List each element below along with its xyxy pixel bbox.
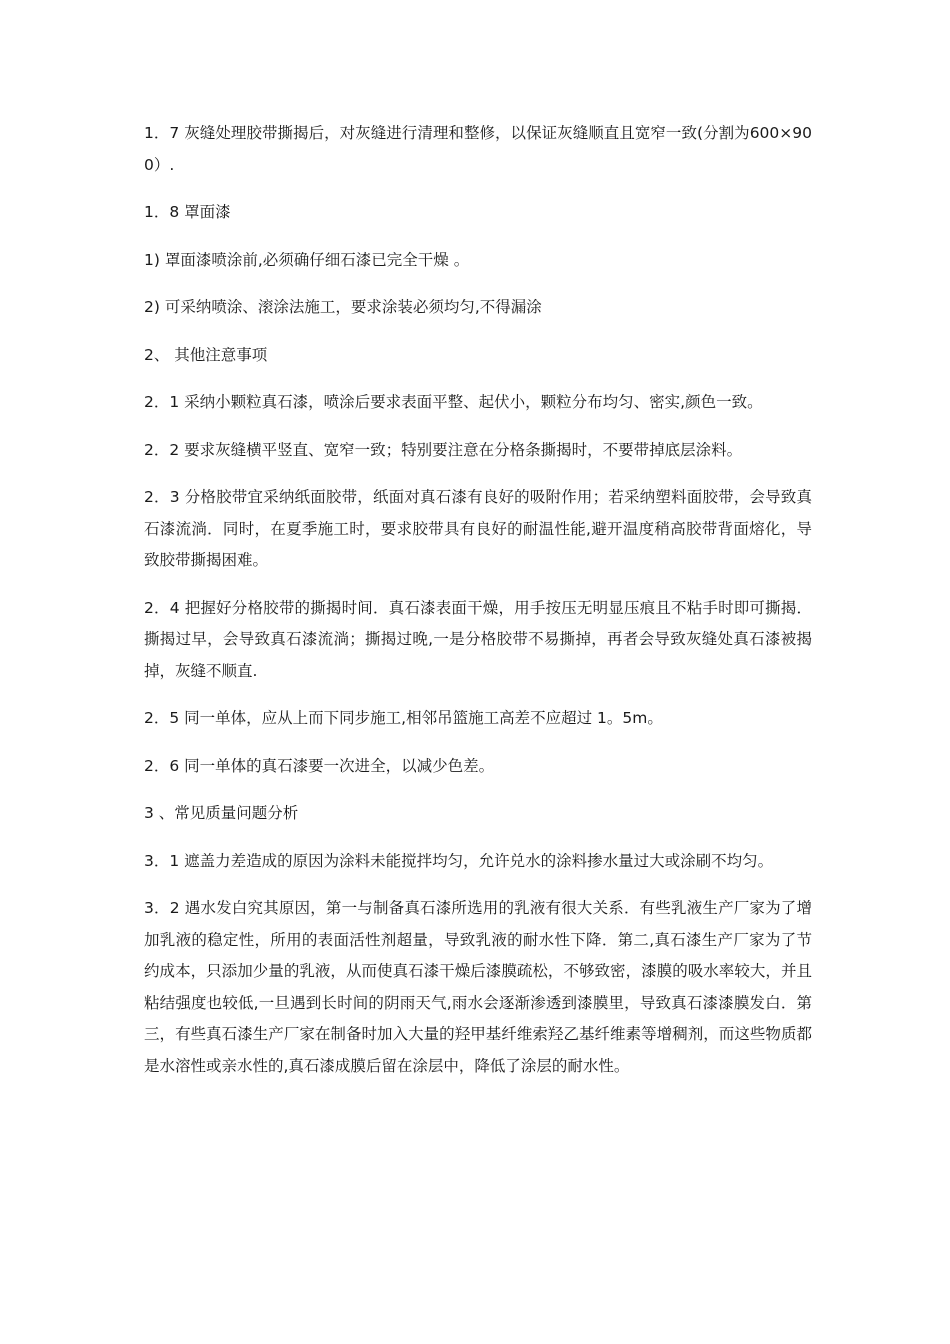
heading-1-8: 1．8 罩面漆 [144,203,231,221]
paragraph-2-6: 2．6 同一单体的真石漆要一次进全，以减少色差。 [144,756,495,775]
paragraph-item-1: 1) 罩面漆喷涂前,必须确仔细石漆已完全干燥 。 [144,250,470,269]
paragraph-3-1: 3．1 遮盖力差造成的原因为涂料未能搅拌均匀，允许兑水的涂料掺水量过大或涂刷不均匀。 [144,851,774,870]
paragraph-3-2: 3．2 遇水发白究其原因，第一与制备真石漆所选用的乳液有很大关系．有些乳液生产厂家为了增加乳液的稳定性，所用的表面活性剂超量，导致乳液的耐水性下降．第二,真石漆生产厂家为了节约成本，只添加少量的乳液，从而使真石漆干燥后漆膜疏松，不够致密，漆膜的吸水率较大，并且粘结强度也较低,一旦遇到长时间的阴雨天气,雨水会逐渐渗透到漆膜里，导致真石漆漆膜发白．第三，有些真石漆生产厂家在制备时加入大量的羟甲基纤维索羟乙基纤维素等增稠剂，而这些物质都是水溶性或亲水性的,真石漆成膜后留在涂层中，降低了涂层的耐水性。 [144,899,812,1075]
paragraph-2-2: 2．2 要求灰缝横平竖直、宽窄一致；特别要注意在分格条撕揭时，不要带掉底层涂料。 [144,440,743,459]
paragraph-2-4: 2．4 把握好分格胶带的撕揭时间．真石漆表面干燥，用手按压无明显压痕且不粘手时即可撕揭．撕揭过早，会导致真石漆流淌；撕揭过晚,一是分格胶带不易撕掉，再者会导致灰缝处真石漆被揭掉，灰缝不顺直. [144,598,812,680]
heading-section-3: 3 、常见质量问题分析 [144,804,299,822]
paragraph-2-5: 2．5 同一单体，应从上而下同步施工,相邻吊篮施工高差不应超过 1。5m。 [144,709,663,727]
paragraph-1-7: 1．7 灰缝处理胶带撕揭后，对灰缝进行清理和整修，以保证灰缝顺直且宽窄一致(分割为600×900）. [144,124,812,174]
heading-section-2: 2、 其他注意事项 [144,345,268,364]
paragraph-2-1: 2．1 采纳小颗粒真石漆，喷涂后要求表面平整、起伏小，颗粒分布均匀、密实,颜色一致。 [144,393,763,411]
paragraph-2-3: 2．3 分格胶带宜采纳纸面胶带，纸面对真石漆有良好的吸附作用；若采纳塑料面胶带，会导致真石漆流淌．同时，在夏季施工时，要求胶带具有良好的耐温性能,避开温度稍高胶带背面熔化，导致胶带撕揭困难。 [144,488,812,569]
document-page [144,118,812,1098]
paragraph-item-2: 2) 可采纳喷涂、滚涂法施工，要求涂装必须均匀,不得漏涂 [144,298,542,316]
